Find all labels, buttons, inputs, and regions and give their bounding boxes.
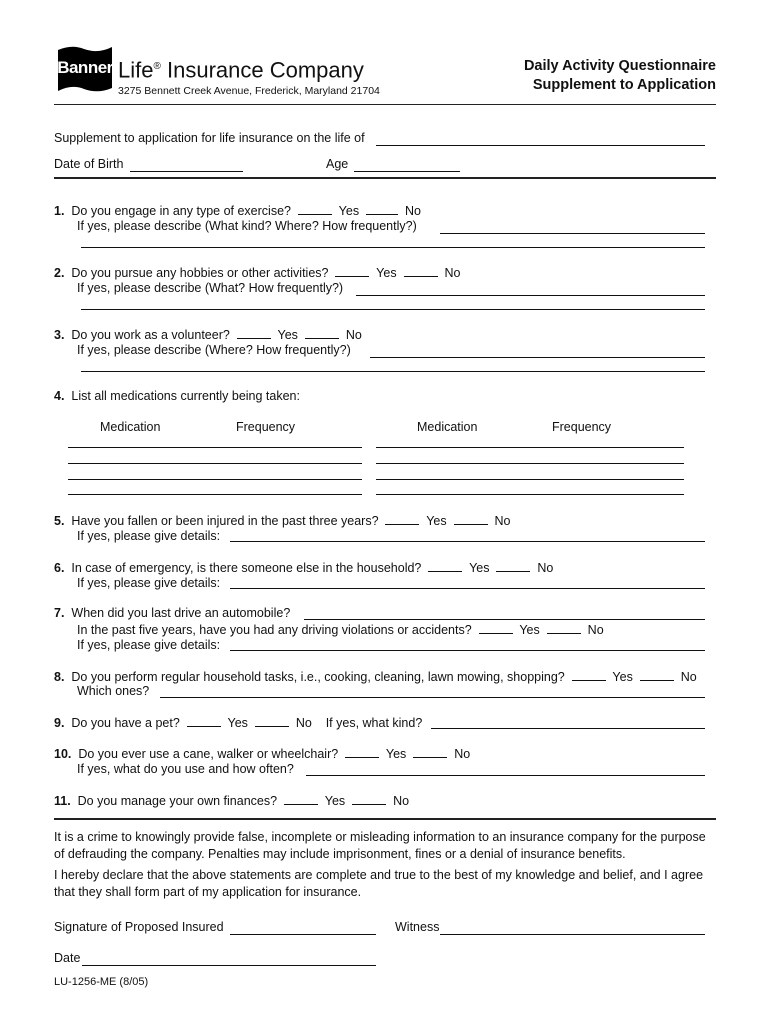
question-7-no-blank[interactable] bbox=[547, 622, 581, 634]
question-1-no-label: No bbox=[404, 204, 421, 218]
banner-logo bbox=[54, 44, 116, 96]
question-5-no-blank[interactable] bbox=[454, 513, 488, 525]
question-7-yes-blank[interactable] bbox=[479, 622, 513, 634]
question-5-yes-blank[interactable] bbox=[385, 513, 419, 525]
question-5-text: Have you fallen or been injured in the past three years? bbox=[71, 514, 379, 528]
fraud-warning-line1: It is a crime to knowingly provide false, incomplete or misleading information to an insurance company for the purpose bbox=[54, 830, 706, 844]
question-3-text: Do you work as a volunteer? bbox=[71, 328, 230, 342]
question-11-yes-blank[interactable] bbox=[284, 793, 318, 805]
question-8-yes-label: Yes bbox=[612, 670, 633, 684]
company-name-rest: Insurance Company bbox=[166, 57, 364, 83]
company-name bbox=[118, 54, 364, 83]
questions-divider bbox=[54, 818, 716, 820]
witness-label: Witness bbox=[395, 920, 440, 934]
medication-line-left-2[interactable] bbox=[68, 463, 362, 464]
question-4 bbox=[54, 389, 300, 404]
question-5-yes-label: Yes bbox=[426, 514, 447, 528]
question-2-text: Do you pursue any hobbies or other activities? bbox=[71, 266, 329, 280]
question-6-text: In case of emergency, is there someone else in the household? bbox=[71, 561, 422, 575]
question-4-number: 4. bbox=[54, 389, 65, 403]
question-9-number: 9. bbox=[54, 716, 65, 730]
question-5-answer-line[interactable] bbox=[230, 541, 705, 542]
question-6 bbox=[54, 560, 553, 576]
question-3-number: 3. bbox=[54, 328, 65, 342]
question-10-yes-blank[interactable] bbox=[345, 746, 379, 758]
question-10-no-blank[interactable] bbox=[413, 746, 447, 758]
question-9-text: Do you have a pet? bbox=[71, 716, 180, 730]
signature-label: Signature of Proposed Insured bbox=[54, 920, 224, 934]
question-1 bbox=[54, 203, 421, 219]
medication-line-left-1[interactable] bbox=[68, 447, 362, 448]
question-1-text: Do you engage in any type of exercise? bbox=[71, 204, 291, 218]
question-7-answer-line[interactable] bbox=[230, 650, 705, 651]
question-3 bbox=[54, 327, 362, 343]
question-11-text: Do you manage your own finances? bbox=[77, 794, 278, 808]
question-7-violations bbox=[77, 622, 604, 638]
question-2 bbox=[54, 265, 460, 281]
question-3-yes-label: Yes bbox=[277, 328, 298, 342]
question-9-yes-blank[interactable] bbox=[187, 715, 221, 727]
question-9-no-blank[interactable] bbox=[255, 715, 289, 727]
medication-header-left: Medication bbox=[100, 420, 161, 434]
question-6-answer-line[interactable] bbox=[230, 588, 705, 589]
question-7-yes-label: Yes bbox=[519, 623, 540, 637]
medication-line-left-4[interactable] bbox=[68, 494, 362, 495]
question-2-answer-line-2[interactable] bbox=[81, 309, 705, 310]
question-7-text: When did you last drive an automobile? bbox=[71, 606, 291, 620]
age-label: Age bbox=[326, 157, 349, 171]
logo-wordmark: Banner bbox=[57, 58, 113, 77]
question-5-number: 5. bbox=[54, 514, 65, 528]
question-1-number: 1. bbox=[54, 204, 65, 218]
question-10-answer-line[interactable] bbox=[306, 775, 705, 776]
question-10-followup: If yes, what do you use and how often? bbox=[77, 762, 294, 776]
question-8-followup: Which ones? bbox=[77, 684, 150, 698]
question-8-text: Do you perform regular household tasks, i.e., cooking, cleaning, lawn mowing, shopping? bbox=[71, 670, 565, 684]
registered-mark: ® bbox=[153, 61, 161, 72]
question-8-answer-line[interactable] bbox=[160, 697, 705, 698]
medication-line-right-2[interactable] bbox=[376, 463, 684, 464]
question-2-yes-label: Yes bbox=[376, 266, 397, 280]
question-6-yes-label: Yes bbox=[469, 561, 490, 575]
medication-line-right-4[interactable] bbox=[376, 494, 684, 495]
intro-divider bbox=[54, 177, 716, 179]
form-code: LU-1256-ME (8/05) bbox=[54, 976, 149, 988]
question-11-no-blank[interactable] bbox=[352, 793, 386, 805]
question-11 bbox=[54, 793, 409, 809]
age-field[interactable] bbox=[354, 171, 460, 172]
question-10-number: 10. bbox=[54, 747, 72, 761]
question-8 bbox=[54, 669, 697, 685]
medication-header-right: Medication bbox=[417, 420, 478, 434]
question-1-followup: If yes, please describe (What kind? Where? How frequently?) bbox=[77, 219, 417, 233]
question-2-answer-line-1[interactable] bbox=[356, 295, 705, 296]
question-3-no-blank[interactable] bbox=[305, 327, 339, 339]
question-1-answer-line-1[interactable] bbox=[440, 233, 705, 234]
question-7-last-drive-line[interactable] bbox=[304, 619, 705, 620]
question-2-yes-blank[interactable] bbox=[335, 265, 369, 277]
frequency-header-right: Frequency bbox=[552, 420, 612, 434]
question-7-violations-text: In the past five years, have you had any driving violations or accidents? bbox=[77, 623, 472, 637]
question-10 bbox=[54, 746, 470, 762]
question-11-no-label: No bbox=[393, 794, 410, 808]
form-title bbox=[524, 57, 716, 95]
question-5-no-label: No bbox=[494, 514, 511, 528]
question-2-no-blank[interactable] bbox=[404, 265, 438, 277]
fraud-warning bbox=[54, 829, 716, 863]
declaration bbox=[54, 867, 716, 901]
question-8-no-label: No bbox=[680, 670, 697, 684]
insured-name-field[interactable] bbox=[376, 145, 705, 146]
question-3-answer-line-2[interactable] bbox=[81, 371, 705, 372]
dob-field[interactable] bbox=[130, 171, 243, 172]
question-7-no-label: No bbox=[587, 623, 604, 637]
medication-line-left-3[interactable] bbox=[68, 479, 362, 480]
question-4-text: List all medications currently being taken: bbox=[71, 389, 300, 403]
question-7-number: 7. bbox=[54, 606, 65, 620]
date-line[interactable] bbox=[82, 965, 376, 966]
question-3-yes-blank[interactable] bbox=[237, 327, 271, 339]
question-10-yes-label: Yes bbox=[385, 747, 407, 761]
witness-line[interactable] bbox=[440, 934, 705, 935]
question-3-no-label: No bbox=[345, 328, 362, 342]
form-title-line2: Supplement to Application bbox=[532, 77, 716, 93]
question-6-yes-blank[interactable] bbox=[428, 560, 462, 572]
question-10-no-label: No bbox=[454, 747, 471, 761]
medication-line-right-1[interactable] bbox=[376, 447, 684, 448]
dob-label: Date of Birth bbox=[54, 157, 124, 171]
question-2-number: 2. bbox=[54, 266, 65, 280]
declaration-line2: that they shall form part of my application for insurance. bbox=[54, 885, 362, 899]
medication-line-right-3[interactable] bbox=[376, 479, 684, 480]
header-divider bbox=[54, 104, 716, 105]
question-9-followup: If yes, what kind? bbox=[325, 716, 423, 730]
fraud-warning-line2: of defrauding the company. Penalties may include imprisonment, fines or a denial of insurance benefits. bbox=[54, 847, 626, 861]
question-5 bbox=[54, 513, 511, 529]
company-address: 3275 Bennett Creek Avenue, Frederick, Maryland 21704 bbox=[118, 85, 380, 97]
signature-line[interactable] bbox=[230, 934, 376, 935]
question-8-yes-blank[interactable] bbox=[572, 669, 606, 681]
question-7-followup: If yes, please give details: bbox=[77, 638, 221, 652]
date-label: Date bbox=[54, 951, 81, 965]
question-9-yes-label: Yes bbox=[227, 716, 248, 730]
question-9-no-label: No bbox=[295, 716, 312, 730]
question-7 bbox=[54, 606, 290, 621]
question-8-no-blank[interactable] bbox=[640, 669, 674, 681]
question-3-followup: If yes, please describe (Where? How frequently?) bbox=[77, 343, 351, 357]
question-1-yes-blank[interactable] bbox=[298, 203, 332, 215]
question-11-number: 11. bbox=[54, 794, 71, 808]
question-2-no-label: No bbox=[444, 266, 461, 280]
question-9 bbox=[54, 715, 422, 731]
question-6-no-label: No bbox=[537, 561, 554, 575]
question-1-yes-label: Yes bbox=[338, 204, 360, 218]
question-5-followup: If yes, please give details: bbox=[77, 529, 221, 543]
frequency-header-left: Frequency bbox=[236, 420, 296, 434]
company-name-life: Life bbox=[118, 57, 154, 83]
question-10-text: Do you ever use a cane, walker or wheelchair? bbox=[78, 747, 339, 761]
question-1-answer-line-2[interactable] bbox=[81, 247, 705, 248]
question-6-followup: If yes, please give details: bbox=[77, 576, 221, 590]
question-8-number: 8. bbox=[54, 670, 65, 684]
question-6-number: 6. bbox=[54, 561, 65, 575]
supplement-label: Supplement to application for life insurance on the life of bbox=[54, 131, 365, 145]
question-1-no-blank[interactable] bbox=[366, 203, 398, 215]
question-9-answer-line[interactable] bbox=[431, 728, 705, 729]
question-3-answer-line-1[interactable] bbox=[370, 357, 705, 358]
question-6-no-blank[interactable] bbox=[496, 560, 530, 572]
declaration-line1: I hereby declare that the above statements are complete and true to the best of my knowledge and belief, and I agree bbox=[54, 868, 704, 882]
question-2-followup: If yes, please describe (What? How frequently?) bbox=[77, 281, 344, 295]
form-title-line1: Daily Activity Questionnaire bbox=[523, 58, 716, 74]
question-11-yes-label: Yes bbox=[324, 794, 346, 808]
